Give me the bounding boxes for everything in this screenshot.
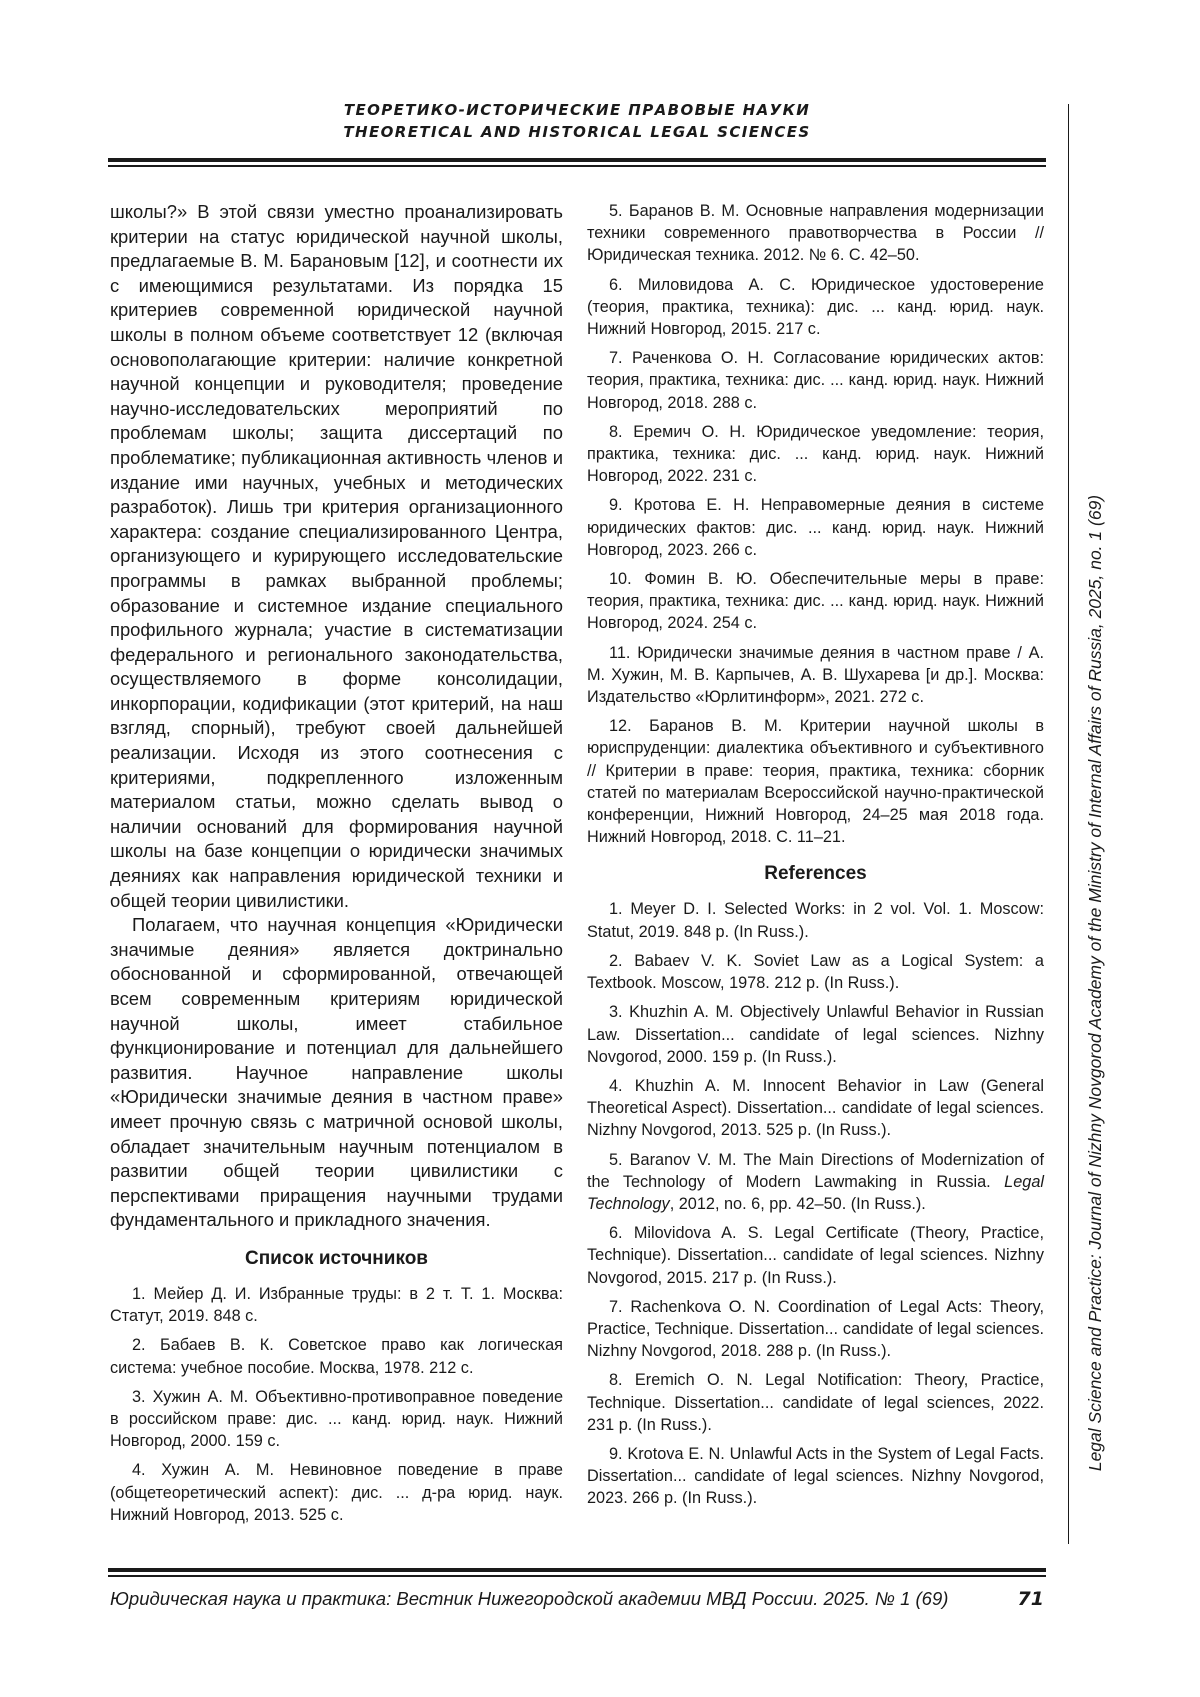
page-footer bbox=[110, 1586, 1044, 1612]
reference-item: 6. Milovidova A. S. Legal Certificate (Theory, Practice, Technique). Dissertation... candidate of legal sciences. Nizhny Novgorod, 2015. 217 p. (In Russ.). bbox=[587, 1224, 1044, 1287]
sources-list-continued bbox=[587, 200, 1044, 848]
header-section-title-en: THEORETICAL AND HISTORICAL LEGAL SCIENCES bbox=[343, 123, 811, 141]
reference-item: 1. Meyer D. I. Selected Works: in 2 vol. Vol. 1. Moscow: Statut, 2019. 848 p. (In Russ.). bbox=[587, 900, 1044, 941]
reference-item: 4. Khuzhin A. M. Innocent Behavior in Law (General Theoretical Aspect). Dissertation... candidate of legal sciences. Nizhny Novgorod, 2013. 525 p. (In Russ.). bbox=[587, 1076, 1044, 1140]
left-column bbox=[110, 200, 563, 1533]
source-item: 1. Мейер Д. И. Избранные труды: в 2 т. Т. 1. Москва: Статут, 2019. 848 с. bbox=[110, 1284, 563, 1326]
references-title: References bbox=[764, 863, 867, 885]
source-item: 4. Хужин А. М. Невиновное поведение в праве (общетеоретический аспект): дис. ... д-ра юрид. наук. Нижний Новгород, 2013. 525 с. bbox=[110, 1461, 563, 1524]
references-list bbox=[587, 898, 1044, 1509]
reference-text: 5. Baranov V. M. The Main Directions of Modernization of the Technology of Modern Lawmaking in Russia. bbox=[587, 1150, 1044, 1191]
reference-item: 3. Khuzhin A. M. Objectively Unlawful Behavior in Russian Law. Dissertation... candidate of legal sciences. Nizhny Novgorod, 2000. 159 p. (In Russ.). bbox=[587, 1003, 1044, 1066]
header-rule-thin bbox=[108, 165, 1046, 167]
side-journal-title: Legal Science and Practice: Journal of Nizhny Novgorod Academy of the Ministry of Internal Affairs of Russia, 2025, no. 1 (69) bbox=[1085, 494, 1105, 1472]
sources-title: Список источников bbox=[244, 1247, 428, 1269]
reference-text: , 2012, no. 6, pp. 42–50. (In Russ.). bbox=[669, 1194, 926, 1213]
source-item: 6. Миловидова А. С. Юридическое удостоверение (теория, практика, техника): дис. ... канд. юрид. наук. Нижний Новгород, 2015. 217 с. bbox=[587, 275, 1044, 339]
source-item: 5. Баранов В. М. Основные направления модернизации техники современного правотворчества в России // Юридическая техника. 2012. № 6. С. 42–50. bbox=[587, 202, 1044, 265]
source-item: 2. Бабаев В. К. Советское право как логическая система: учебное пособие. Москва, 1978. 212 с. bbox=[110, 1336, 563, 1377]
header-section-title-ru: ТЕОРЕТИКО-ИСТОРИЧЕСКИЕ ПРАВОВЫЕ НАУКИ bbox=[343, 101, 811, 119]
source-item: 3. Хужин А. М. Объективно-противоправное поведение в российском праве: дис. ... канд. юрид. наук. Нижний Новгород, 2000. 159 с. bbox=[110, 1387, 563, 1451]
reference-item bbox=[587, 1149, 1044, 1216]
body-paragraph: Полагаем, что научная концепция «Юридически значимые деяния» является доктринально обоснованной и сформированной, отвечающей всем современным критериям юридической научной школы, имеет стабильное функционирование и потенциал для дальнейшего развития. Научное направление школы «Юридически значимые деяния в частном праве» имеет прочную связь с матричной основой школы, обладает значительным научным потенциалом в развитии общей теории цивилистики с перспективами приращения научными трудами фундаментального и прикладного значения. bbox=[110, 914, 563, 1231]
source-item: 8. Еремич О. Н. Юридическое уведомление: теория, практика, техника: дис. ... канд. юрид. наук. Нижний Новгород, 2022. 231 с. bbox=[587, 422, 1044, 486]
footer-rule-thin bbox=[108, 1575, 1046, 1577]
reference-item: 7. Rachenkova O. N. Coordination of Legal Acts: Theory, Practice, Technique. Dissertation... candidate of legal sciences. Nizhny Novgorod, 2018. 288 p. (In Russ.). bbox=[587, 1297, 1044, 1361]
footer-rule-thick bbox=[108, 1568, 1046, 1572]
source-item: 11. Юридически значимые деяния в частном праве / А. М. Хужин, М. В. Карпычев, А. В. Шухарева [и др.]. Москва: Издательство «Юрлитинформ», 2021. 272 с. bbox=[587, 643, 1044, 707]
page-number: 71 bbox=[1017, 1588, 1044, 1610]
sources-list bbox=[110, 1283, 563, 1526]
running-header bbox=[108, 99, 1046, 143]
right-column bbox=[587, 200, 1044, 1517]
source-item: 9. Кротова Е. Н. Неправомерные деяния в системе юридических фактов: дис. ... канд. юрид. наук. Нижний Новгород, 2023. 266 с. bbox=[587, 496, 1044, 559]
header-rule-thick bbox=[108, 158, 1046, 162]
reference-item: 9. Krotova E. N. Unlawful Acts in the System of Legal Facts. Dissertation... candidate of legal sciences. Nizhny Novgorod, 2023. 266 p. (In Russ.). bbox=[587, 1444, 1044, 1508]
article-body bbox=[110, 200, 563, 1233]
source-item: 10. Фомин В. Ю. Обеспечительные меры в праве: теория, практика, техника: дис. ... канд. юрид. наук. Нижний Новгород, 2024. 254 с. bbox=[587, 570, 1044, 633]
reference-item: 2. Babaev V. K. Soviet Law as a Logical System: a Textbook. Moscow, 1978. 212 p. (In Russ.). bbox=[587, 951, 1044, 993]
body-paragraph: школы?» В этой связи уместно проанализировать критерии на статус юридической научной школы, предлагаемые В. М. Барановым [12], и соотнести их с имеющимися результатами. Из порядка 15 критериев современной юридической научной школы в полном объеме соответствует 12 (включая основополагающие критерии: наличие конкретной научной концепции и руководителя; проведение научно-исследовательских мероприятий по проблемам школы; защита диссертаций по проблематике; публикационная активность членов и издание ими научных, учебных и методических разработок). Лишь три критерия организационного характера: создание специализированного Центра, организующего и курирующего исследовательские программы в рамках выбранной проблемы; образование и системное издание специального профильного журнала; участие в систематизации федерального и регионального законодательства, осуществляемого в форме консолидации, инкорпорации, кодификации (этот критерий, на наш взгляд, спорный), требуют своей дальнейшей реализации. Исходя из этого соотнесения с критериями, подкрепленного изложенным материалом статьи, можно сделать вывод о наличии оснований для формирования научной школы на базе концепции о юридически значимых деяниях как направления юридической техники и общей теории цивилистики. bbox=[110, 201, 563, 911]
reference-journal-title: Legal Technology bbox=[587, 1172, 1044, 1213]
reference-item: 8. Eremich O. N. Legal Notification: Theory, Practice, Technique. Dissertation... candidate of legal sciences, 2022. 231 p. (In Russ.). bbox=[587, 1371, 1044, 1434]
footer-journal-title: Юридическая наука и практика: Вестник Нижегородской академии МВД России. 2025. № 1 (69) bbox=[110, 1588, 949, 1609]
source-item: 12. Баранов В. М. Критерии научной школы в юриспруденции: диалектика объективного и субъективного // Критерии в праве: теория, практика, техника: сборник статей по материалам Всероссийской научно-практической конференции, Нижний Новгород, 24–25 мая 2018 года. Нижний Новгород, 2018. С. 11–21. bbox=[587, 717, 1044, 847]
source-item: 7. Раченкова О. Н. Согласование юридических актов: теория, практика, техника: дис. ... канд. юрид. наук. Нижний Новгород, 2018. 288 с. bbox=[587, 349, 1044, 412]
side-rule bbox=[1068, 104, 1069, 1544]
